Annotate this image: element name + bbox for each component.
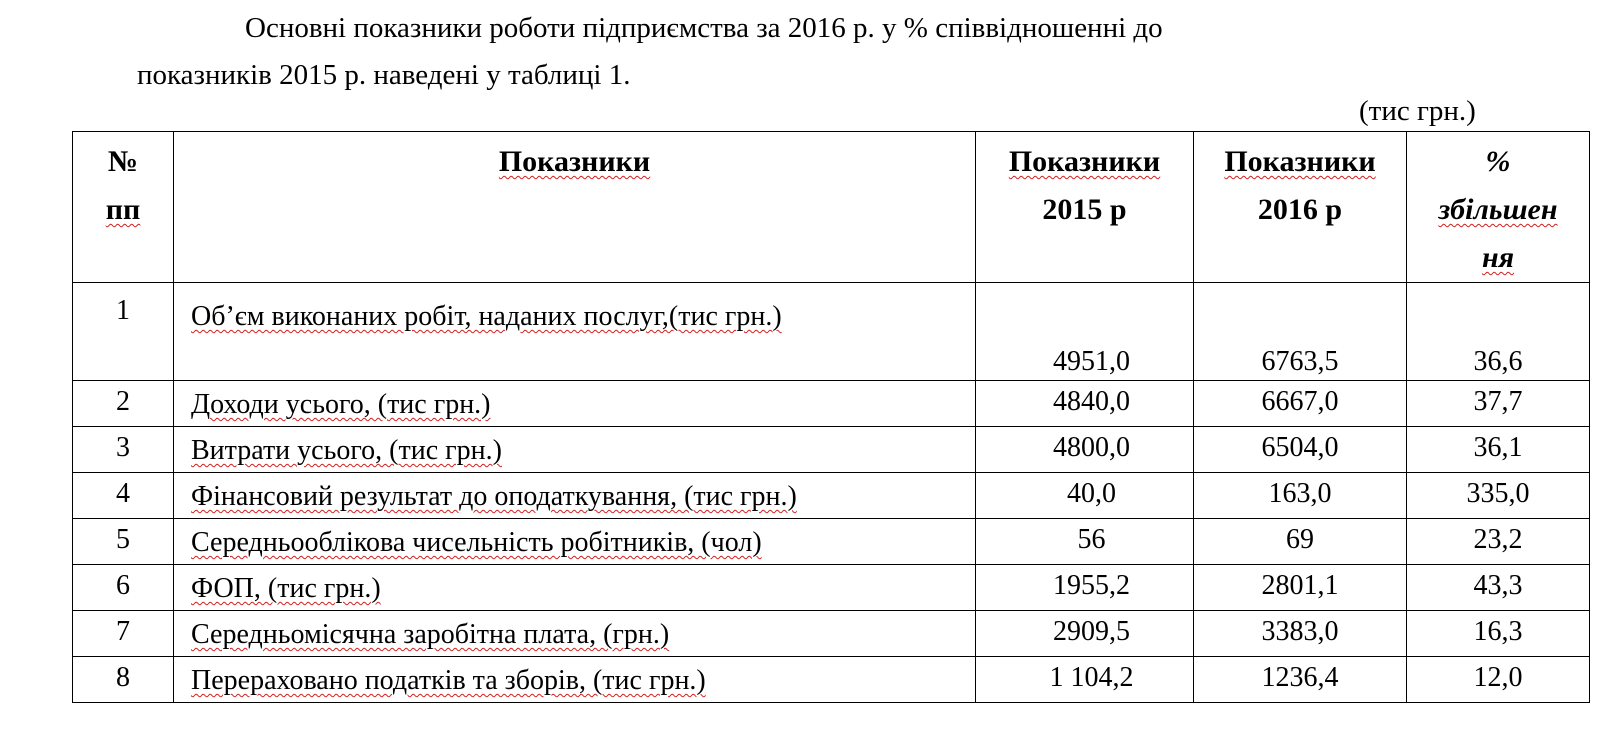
table-row <box>73 519 1590 565</box>
row-value-2016: 1236,4 <box>1194 657 1407 703</box>
row-number: 1 <box>73 283 174 381</box>
header-2015-line-1: Показники <box>1008 145 1161 178</box>
header-2015 <box>976 132 1194 283</box>
intro-line-1: Основні показники роботи підприємства за 2016 р. у % співвідношенні до <box>245 12 1163 44</box>
header-2016-line-1: Показники <box>1224 145 1376 178</box>
row-percent-increase: 16,3 <box>1407 611 1590 657</box>
header-2016-line-2: 2016 р <box>1257 193 1343 226</box>
row-value-2015: 4840,0 <box>976 381 1194 427</box>
header-indicators-label: Показники <box>498 145 651 178</box>
row-number: 5 <box>73 519 174 565</box>
row-number: 2 <box>73 381 174 427</box>
table-row <box>73 381 1590 427</box>
row-number: 3 <box>73 427 174 473</box>
row-percent-increase: 36,6 <box>1407 283 1590 381</box>
header-pct-line-1: % <box>1485 145 1511 178</box>
row-indicator-name: Перераховано податків та зборів, (тис грн.) <box>174 657 976 703</box>
row-value-2016: 2801,1 <box>1194 565 1407 611</box>
row-percent-increase: 43,3 <box>1407 565 1590 611</box>
row-value-2015: 4800,0 <box>976 427 1194 473</box>
table-row <box>73 611 1590 657</box>
row-percent-increase: 12,0 <box>1407 657 1590 703</box>
row-number: 6 <box>73 565 174 611</box>
row-value-2015: 2909,5 <box>976 611 1194 657</box>
row-indicator-name: Середньооблікова чисельність робітників, (чол) <box>174 519 976 565</box>
row-value-2016: 6504,0 <box>1194 427 1407 473</box>
row-value-2015: 1 104,2 <box>976 657 1194 703</box>
units-label: (тис грн.) <box>1359 95 1476 127</box>
header-percent-increase <box>1407 132 1590 283</box>
row-value-2015: 40,0 <box>976 473 1194 519</box>
row-value-2015: 1955,2 <box>976 565 1194 611</box>
row-value-2016: 6763,5 <box>1194 283 1407 381</box>
row-value-2016: 6667,0 <box>1194 381 1407 427</box>
header-indicators <box>174 132 976 283</box>
table-row <box>73 427 1590 473</box>
row-value-2016: 3383,0 <box>1194 611 1407 657</box>
row-value-2016: 163,0 <box>1194 473 1407 519</box>
intro-line-2: показників 2015 р. наведені у таблиці 1. <box>137 59 631 91</box>
row-value-2015: 4951,0 <box>976 283 1194 381</box>
indicators-table <box>72 131 1590 703</box>
row-indicator-name: Фінансовий результат до оподаткування, (тис грн.) <box>174 473 976 519</box>
row-percent-increase: 335,0 <box>1407 473 1590 519</box>
table-header-row <box>73 132 1590 283</box>
row-number: 8 <box>73 657 174 703</box>
row-indicator-name: Витрати усього, (тис грн.) <box>174 427 976 473</box>
header-pct-line-3: ня <box>1481 241 1515 274</box>
header-number-line-2: пп <box>105 193 141 226</box>
row-number: 4 <box>73 473 174 519</box>
table-row <box>73 657 1590 703</box>
row-percent-increase: 36,1 <box>1407 427 1590 473</box>
header-2015-line-2: 2015 р <box>1042 193 1127 226</box>
row-indicator-name: ФОП, (тис грн.) <box>174 565 976 611</box>
row-indicator-name: Середньомісячна заробітна плата, (грн.) <box>174 611 976 657</box>
row-value-2016: 69 <box>1194 519 1407 565</box>
row-percent-increase: 37,7 <box>1407 381 1590 427</box>
header-2016 <box>1194 132 1407 283</box>
header-pct-line-2: збільшен <box>1438 193 1558 226</box>
table-row <box>73 565 1590 611</box>
table-row <box>73 283 1590 381</box>
header-number <box>73 132 174 283</box>
row-indicator-name: Об’єм виконаних робіт, наданих послуг,(тис грн.) <box>174 283 976 381</box>
row-percent-increase: 23,2 <box>1407 519 1590 565</box>
row-number: 7 <box>73 611 174 657</box>
row-indicator-name: Доходи усього, (тис грн.) <box>174 381 976 427</box>
row-value-2015: 56 <box>976 519 1194 565</box>
table-row <box>73 473 1590 519</box>
header-number-line-1: № <box>107 145 139 178</box>
